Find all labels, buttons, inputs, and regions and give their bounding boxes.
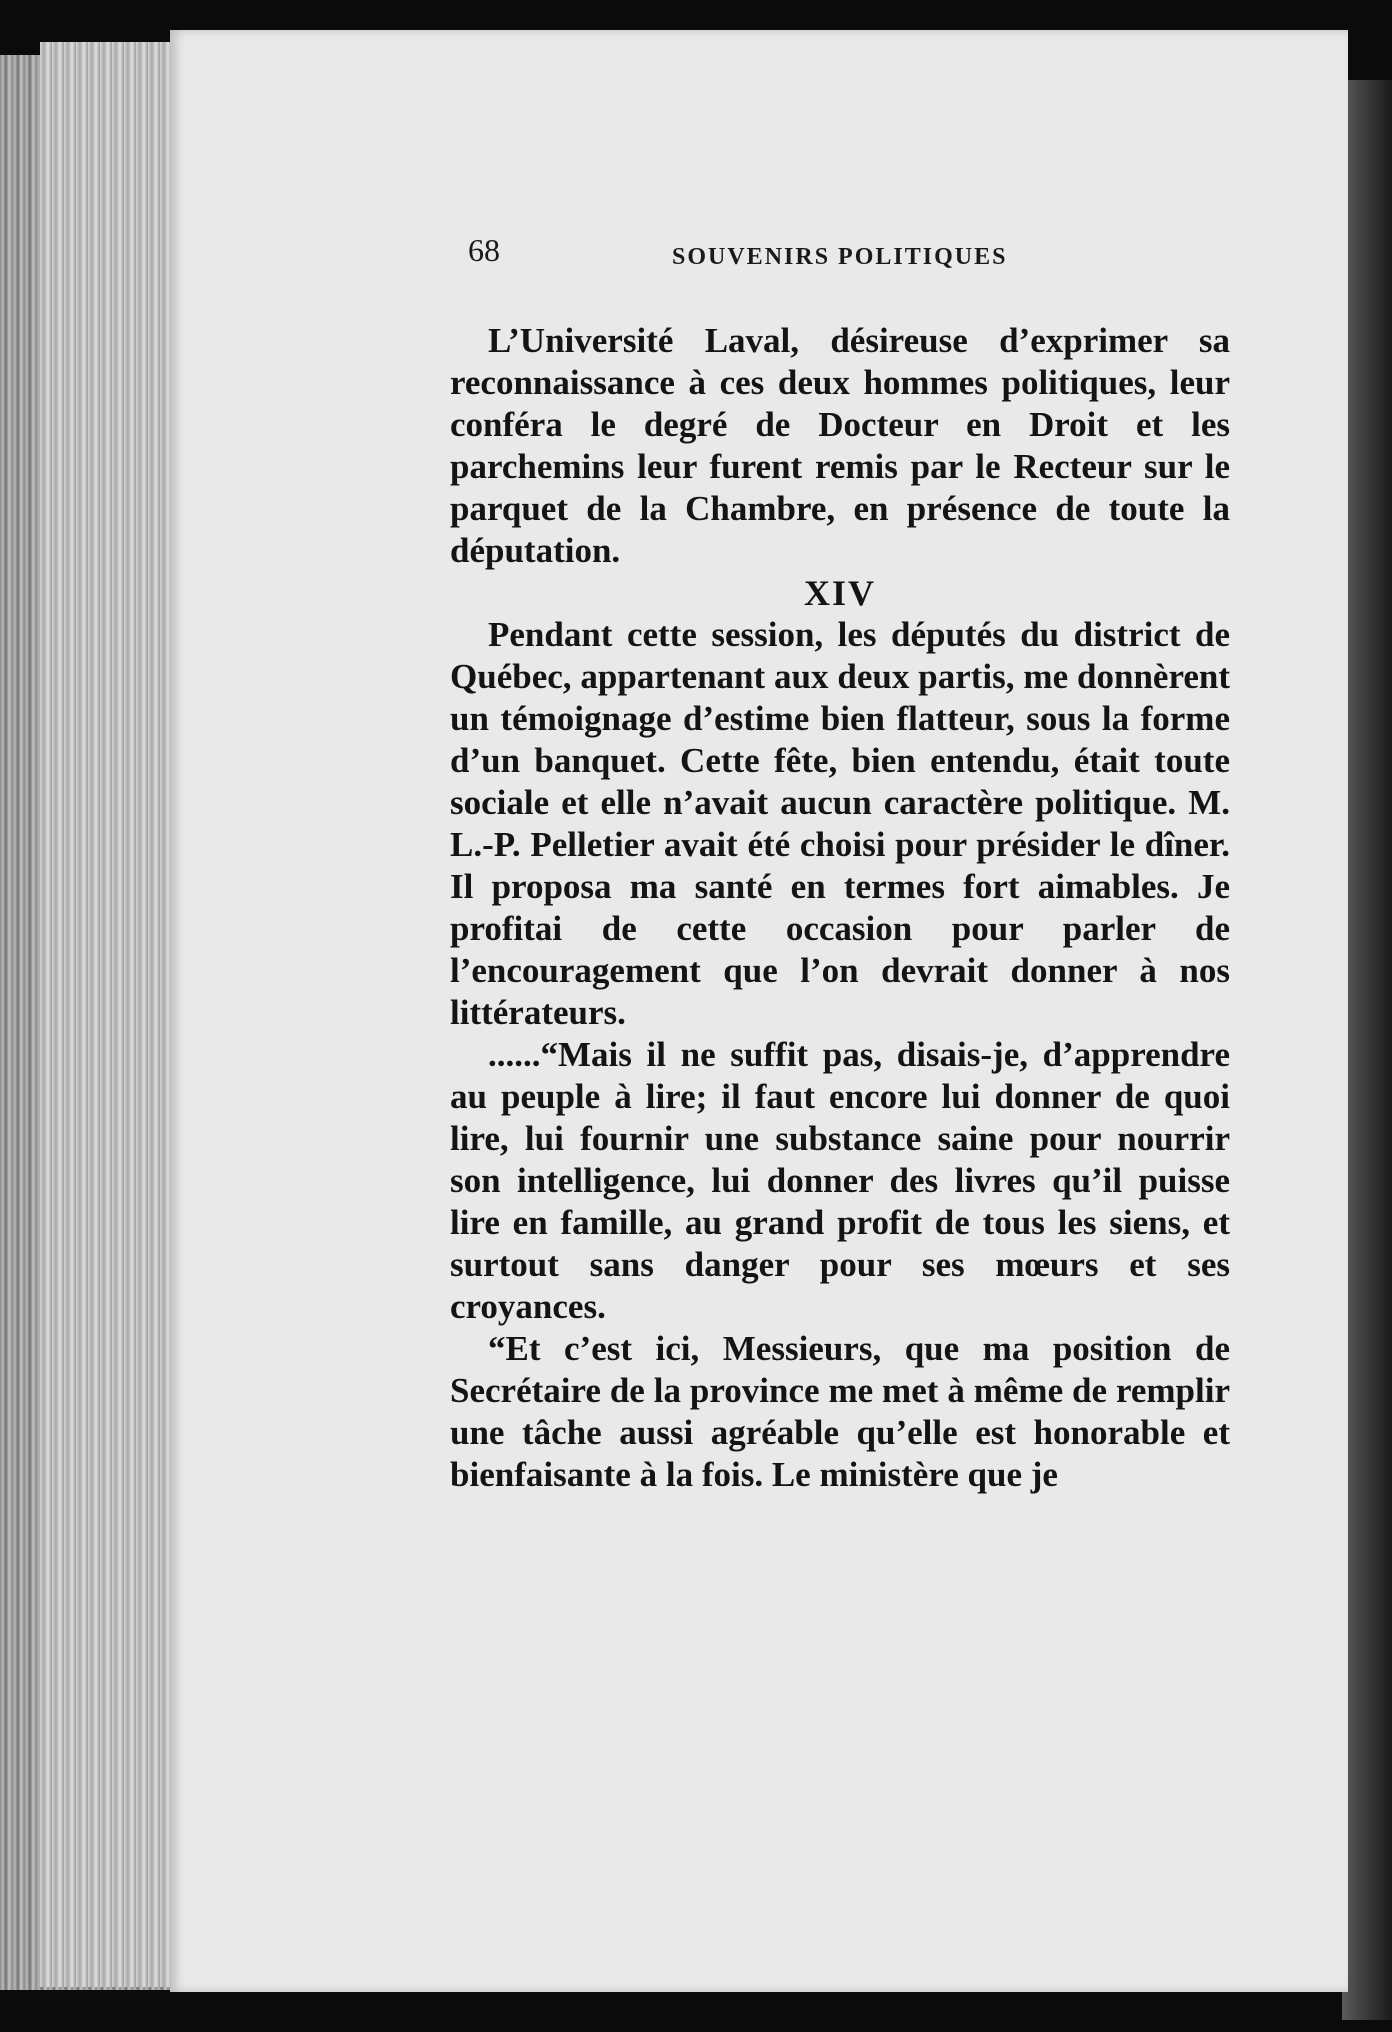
paragraph-2: Pendant cette session, les députés du district de Québec, appartenant aux deux partis, me donnèrent un témoignage d’estime bien flatteur, sous la forme d’un banquet. Cette fête, bien entendu, était toute sociale et elle n’avait aucun caractère politique. M. L.-P. Pelletier avait été choisi pour présider le dîner. Il proposa ma santé en termes fort aimables. Je profitai de cette occasion pour parler de l’encouragement que l’on devrait donner à nos littérateurs. <box>450 615 1230 1032</box>
page-body <box>450 320 1230 1496</box>
running-title: SOUVENIRS POLITIQUES <box>672 244 1008 270</box>
page-number: 68 <box>468 232 500 268</box>
paragraph-4: “Et c’est ici, Messieurs, que ma position de Secrétaire de la province me met à même de remplir une tâche aussi agréable qu’elle est honorable et bienfaisante à la fois. Le ministère que je <box>450 1329 1230 1494</box>
page-stack-inner-edges <box>40 42 190 1987</box>
book-spine-shadow <box>1342 80 1392 2020</box>
section-number: XIV <box>803 573 876 613</box>
paragraph-3: ......“Mais il ne suffit pas, disais-je, d’apprendre au peuple à lire; il faut encore lui donner de quoi lire, lui fournir une substance saine pour nourrir son intelligence, lui donner des livres qu’il puisse lire en famille, au grand profit de tous les siens, et surtout sans danger pour ses mœurs et ses croyances. <box>450 1035 1230 1326</box>
running-head <box>468 232 1030 280</box>
paragraph-1: L’Université Laval, désireuse d’exprimer sa reconnaissance à ces deux hommes politiques, leur conféra le degré de Docteur en Droit et les parchemins leur furent remis par le Recteur sur le parquet de la Chambre, en présence de toute la députation. <box>450 321 1230 570</box>
